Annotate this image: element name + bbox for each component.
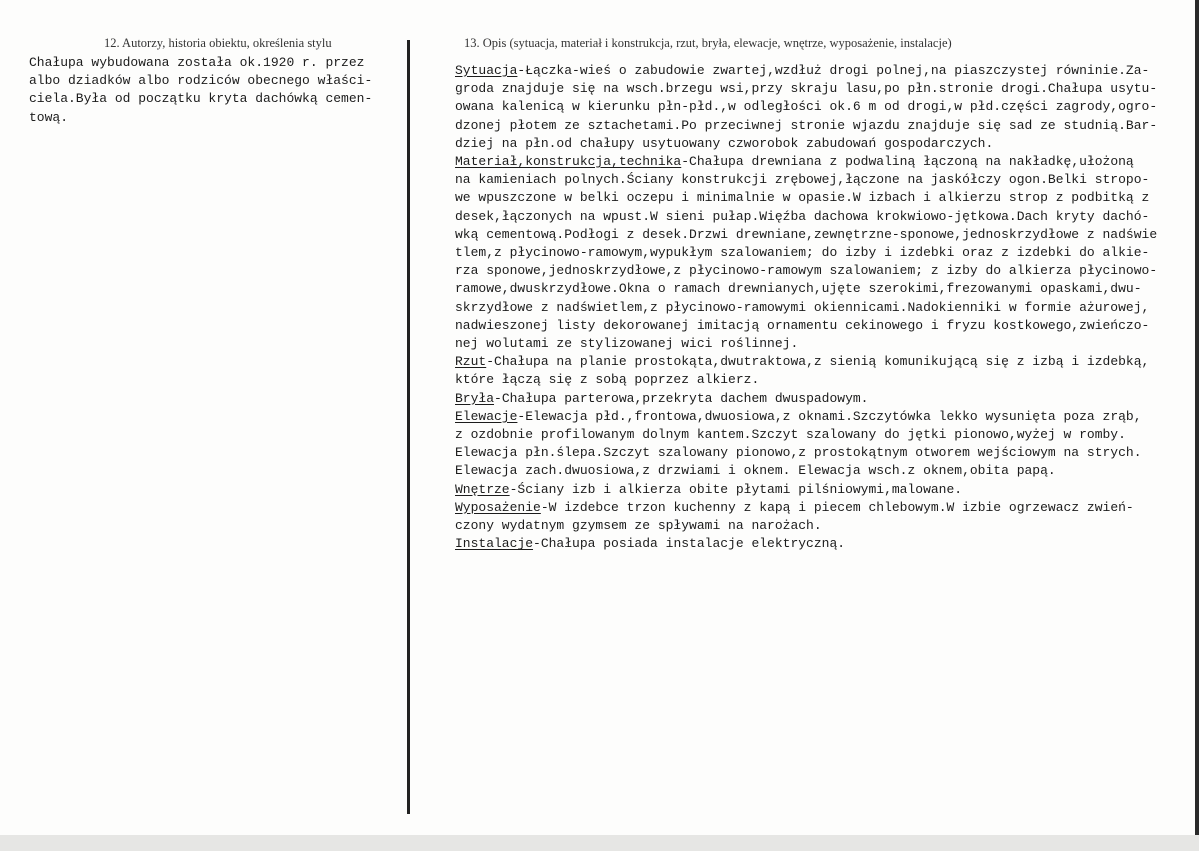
text-line bbox=[455, 208, 1195, 226]
text-line bbox=[455, 98, 1195, 116]
text-line bbox=[455, 262, 1195, 280]
text-line bbox=[455, 517, 1195, 535]
line-text: -Chałupa na planie prostokąta,dwutraktowa,z sienią komunikującą się z izbą i izdebką, bbox=[486, 354, 1150, 370]
section-label: Rzut bbox=[455, 354, 487, 370]
text-line bbox=[455, 444, 1195, 462]
text-line bbox=[455, 371, 1195, 389]
line-text: ramowe,dwuskrzydłowe.Okna o ramach drewnianych,ujęte szerokimi,frezowanymi opaskami,dwu- bbox=[455, 281, 1142, 297]
section-12-text bbox=[29, 54, 404, 127]
line-text: -Chałupa posiada instalacje elektryczną. bbox=[533, 536, 846, 552]
line-text: które łączą się z sobą poprzez alkierz. bbox=[455, 372, 760, 388]
line-text: dziej na płn.od chałupy usytuowany czworobok zabudowań gospodarczych. bbox=[455, 135, 994, 151]
text-line: Chałupa wybudowana została ok.1920 r. przez bbox=[29, 55, 365, 70]
line-text: we wpuszczone w belki oczepu i minimalnie w opasie.W izbach i alkierzu strop z podbitką z bbox=[455, 190, 1150, 206]
text-line: albo dziadków albo rodziców obecnego właści- bbox=[29, 73, 373, 89]
text-line bbox=[455, 499, 1195, 517]
text-line bbox=[455, 299, 1195, 317]
text-line bbox=[455, 244, 1195, 262]
line-text: rza sponowe,jednoskrzydłowe,z płycinowo-ramowym szalowaniem; z izby do alkierza płycinowo- bbox=[455, 263, 1158, 279]
scan-edge-bottom bbox=[0, 835, 1199, 851]
line-text: czony wydatnym gzymsem ze spływami na narożach. bbox=[455, 518, 822, 534]
text-line bbox=[455, 481, 1195, 499]
section-label: Elewacje bbox=[455, 408, 518, 424]
text-line bbox=[455, 135, 1195, 153]
line-text: tlem,z płycinowo-ramowym,wypukłym szalowaniem; do izby i izdebki oraz z izdebki do alkie- bbox=[455, 245, 1150, 261]
section-label: Sytuacja bbox=[455, 63, 518, 78]
section-13-header: 13. Opis (sytuacja, materiał i konstrukcja, rzut, bryła, elewacje, wnętrze, wyposażenie, instalacje) bbox=[464, 36, 952, 50]
section-label: Instalacje bbox=[455, 536, 534, 552]
text-line bbox=[455, 171, 1195, 189]
line-text: -Ściany izb i alkierza obite płytami pilśniowymi,malowane. bbox=[509, 481, 963, 497]
section-label: Bryła bbox=[455, 390, 495, 406]
line-text: desek,łączonych na wpust.W sieni pułap.Więźba dachowa krokwiowo-jętkowa.Dach kryty dachó- bbox=[455, 208, 1150, 224]
section-12-header: 12. Autorzy, historia obiektu, określenia stylu bbox=[104, 36, 332, 50]
section-label: Wnętrze bbox=[455, 481, 510, 497]
text-line bbox=[455, 117, 1195, 135]
line-text: dzonej płotem ze sztachetami.Po przeciwnej stronie wjazdu znajduje się sad ze studnią.Bar- bbox=[455, 117, 1158, 133]
text-line bbox=[455, 426, 1195, 444]
line-text: nadwieszonej listy dekorowanej imitacją ornamentu cekinowego i fryzu kostkowego,zwieńczo- bbox=[455, 317, 1150, 333]
line-text: skrzydłowe z nadświetlem,z płycinowo-ramowymi okiennicami.Nadokienniki w formie ażurowej, bbox=[455, 299, 1150, 315]
line-text: wką cementową.Podłogi z desek.Drzwi drewniane,zewnętrzne-sponowe,jednoskrzydłowe z nadświe bbox=[455, 226, 1158, 242]
text-line bbox=[455, 335, 1195, 353]
text-line: tową. bbox=[29, 109, 69, 125]
line-text: na kamieniach polnych.Ściany konstrukcji zrębowej,łączone na jaskółczy ogon.Belki stropo- bbox=[455, 172, 1150, 188]
text-line bbox=[455, 535, 1195, 553]
line-text: -Elewacja płd.,frontowa,dwuosiowa,z oknami.Szczytówka lekko wysunięta poza zrąb, bbox=[517, 408, 1142, 424]
text-line bbox=[455, 317, 1195, 335]
line-text: -W izdebce trzon kuchenny z kapą i piecem chlebowym.W izbie ogrzewacz zwień- bbox=[540, 499, 1134, 515]
scan-edge-right bbox=[1195, 0, 1199, 851]
section-13-text bbox=[455, 62, 1195, 553]
line-text: -Chałupa drewniana z podwaliną łączoną na nakładkę,ułożoną bbox=[681, 154, 1134, 170]
section-label: Materiał,konstrukcja,technika bbox=[455, 154, 682, 170]
line-text: z ozdobnie profilowanym dolnym kantem.Szczyt szalowany do jętki pionowo,wyżej w romby. bbox=[455, 427, 1126, 443]
text-line bbox=[455, 226, 1195, 244]
text-line bbox=[455, 390, 1195, 408]
text-line bbox=[455, 280, 1195, 298]
text-line bbox=[455, 62, 1195, 80]
column-divider bbox=[407, 40, 410, 814]
line-text: -Łączka-wieś o zabudowie zwartej,wzdłuż drogi polnej,na piaszczystej równinie.Za- bbox=[517, 63, 1150, 78]
text-line bbox=[455, 80, 1195, 98]
line-text: nej wolutami ze stylizowanej wici roślinnej. bbox=[455, 336, 799, 352]
line-text: Elewacja płn.ślepa.Szczyt szalowany pionowo,z prostokątnym otworem wejściowym na strych. bbox=[455, 445, 1142, 461]
section-label: Wyposażenie bbox=[455, 499, 541, 515]
text-line bbox=[455, 408, 1195, 426]
line-text: -Chałupa parterowa,przekryta dachem dwuspadowym. bbox=[494, 390, 869, 406]
text-line bbox=[455, 153, 1195, 171]
text-line bbox=[455, 189, 1195, 207]
text-line: ciela.Była od początku kryta dachówką cemen- bbox=[29, 91, 373, 107]
text-line bbox=[455, 353, 1195, 371]
line-text: Elewacja zach.dwuosiowa,z drzwiami i oknem. Elewacja wsch.z oknem,obita papą. bbox=[455, 463, 1056, 479]
text-line bbox=[455, 462, 1195, 480]
line-text: owana kalenicą w kierunku płn-płd.,w odległości ok.6 m od drogi,w płd.części zagrody,ogro- bbox=[455, 99, 1158, 115]
line-text: groda znajduje się na wsch.brzegu wsi,przy skraju lasu,po płn.stronie drogi.Chałupa usytu- bbox=[455, 81, 1158, 97]
